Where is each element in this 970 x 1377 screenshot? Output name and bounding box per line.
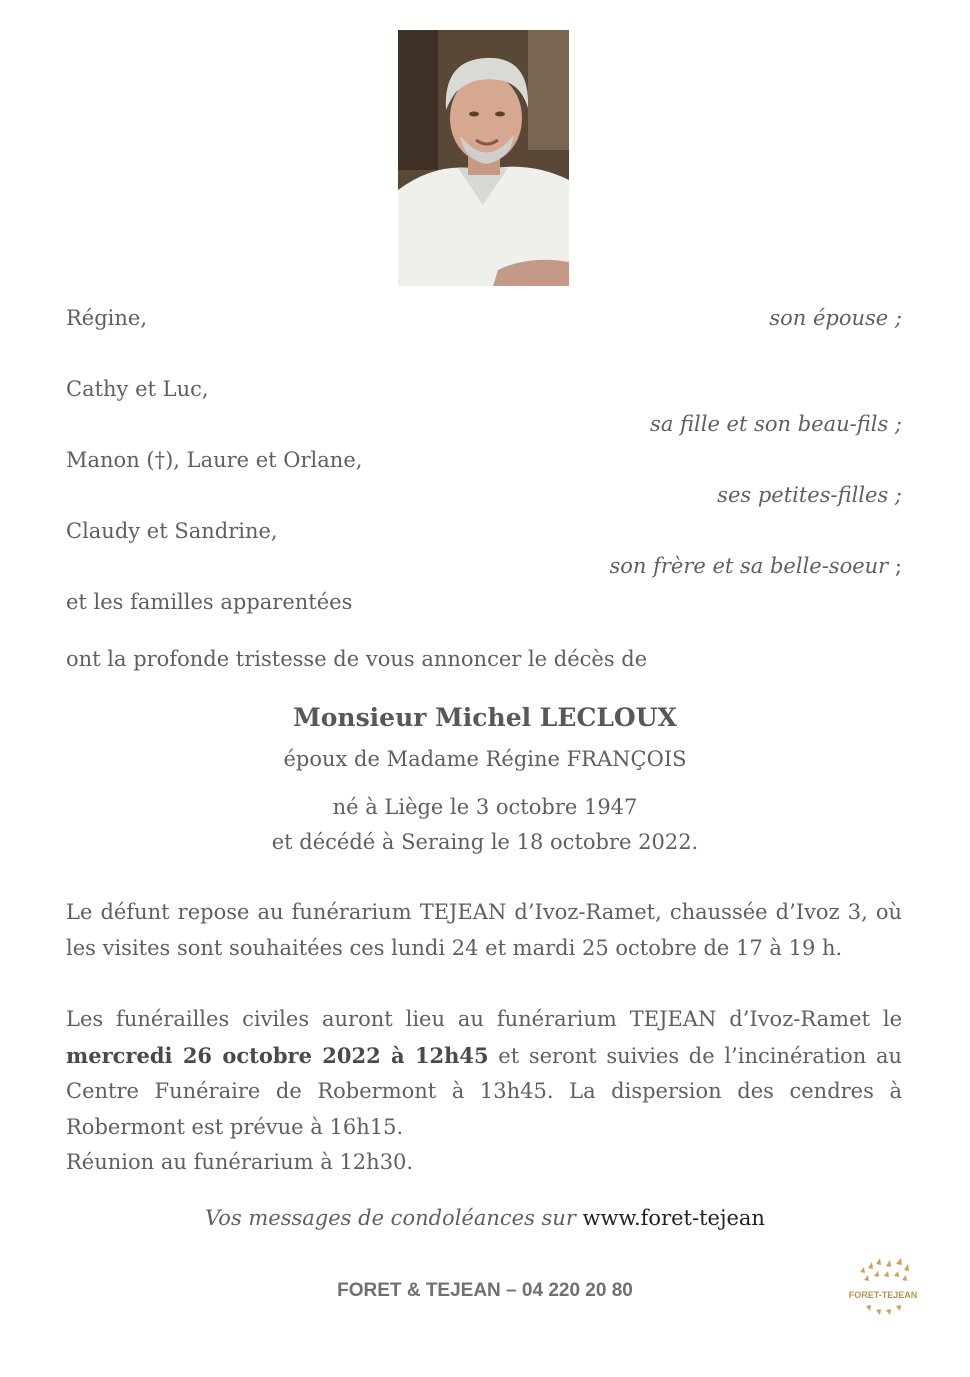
announcement: ont la profonde tristesse de vous annoncer le décès de bbox=[66, 647, 648, 671]
siblings-names: Claudy et Sandrine, bbox=[66, 519, 278, 543]
children-names: Cathy et Luc, bbox=[66, 377, 209, 401]
death-info: et décédé à Seraing le 18 octobre 2022. bbox=[271, 830, 699, 854]
funeral-rest: et seront suivies de l’incinération au Centre Funéraire de Robermont à 13h45. La dispersion des cendres à Robermont est prévue à 16h15. bbox=[66, 1043, 902, 1139]
deceased-spouse: époux de Madame Régine FRANÇOIS bbox=[283, 747, 687, 771]
logo-text: FORET-TEJEAN bbox=[848, 1290, 918, 1300]
siblings-role-line bbox=[66, 552, 902, 580]
grandchildren-role: ses petites-filles ; bbox=[717, 483, 902, 507]
reunion-info: Réunion au funérarium à 12h30. bbox=[66, 1150, 414, 1174]
birth-info: né à Liège le 3 octobre 1947 bbox=[332, 795, 638, 819]
deceased-name: Monsieur Michel LECLOUX bbox=[293, 703, 677, 732]
condolences-text: Vos messages de condoléances sur bbox=[205, 1206, 583, 1230]
related-families: et les familles apparentées bbox=[66, 590, 353, 614]
spouse-name: Régine, bbox=[66, 306, 148, 330]
footer-contact: FORET & TEJEAN – 04 220 20 80 bbox=[337, 1280, 633, 1301]
grandchildren-names: Manon (†), Laure et Orlane, bbox=[66, 448, 363, 472]
spouse-role: son épouse ; bbox=[769, 306, 902, 330]
funeral-intro: Les funérailles civiles auront lieu au funérarium TEJEAN d’Ivoz-Ramet le bbox=[66, 1007, 902, 1031]
funeral-date: mercredi 26 octobre 2022 à 12h45 bbox=[66, 1042, 489, 1068]
visitation-paragraph: Le défunt repose au funérarium TEJEAN d’Ivoz-Ramet, chaussée d’Ivoz 3, où les visites sont souhaitées ces lundi 24 et mardi 25 octobre de 17 à 19 h. bbox=[66, 900, 902, 960]
siblings-role: son frère et sa belle-soeur bbox=[609, 554, 889, 578]
siblings-punct: ; bbox=[888, 554, 902, 578]
condolences-line bbox=[0, 1204, 970, 1232]
foret-tejean-logo bbox=[848, 1254, 918, 1324]
children-role: sa fille et son beau-fils ; bbox=[650, 412, 902, 436]
condolences-website-link[interactable]: www.foret-tejean bbox=[582, 1206, 765, 1230]
funeral-paragraph bbox=[66, 1002, 902, 1181]
portrait-photo bbox=[398, 30, 569, 286]
